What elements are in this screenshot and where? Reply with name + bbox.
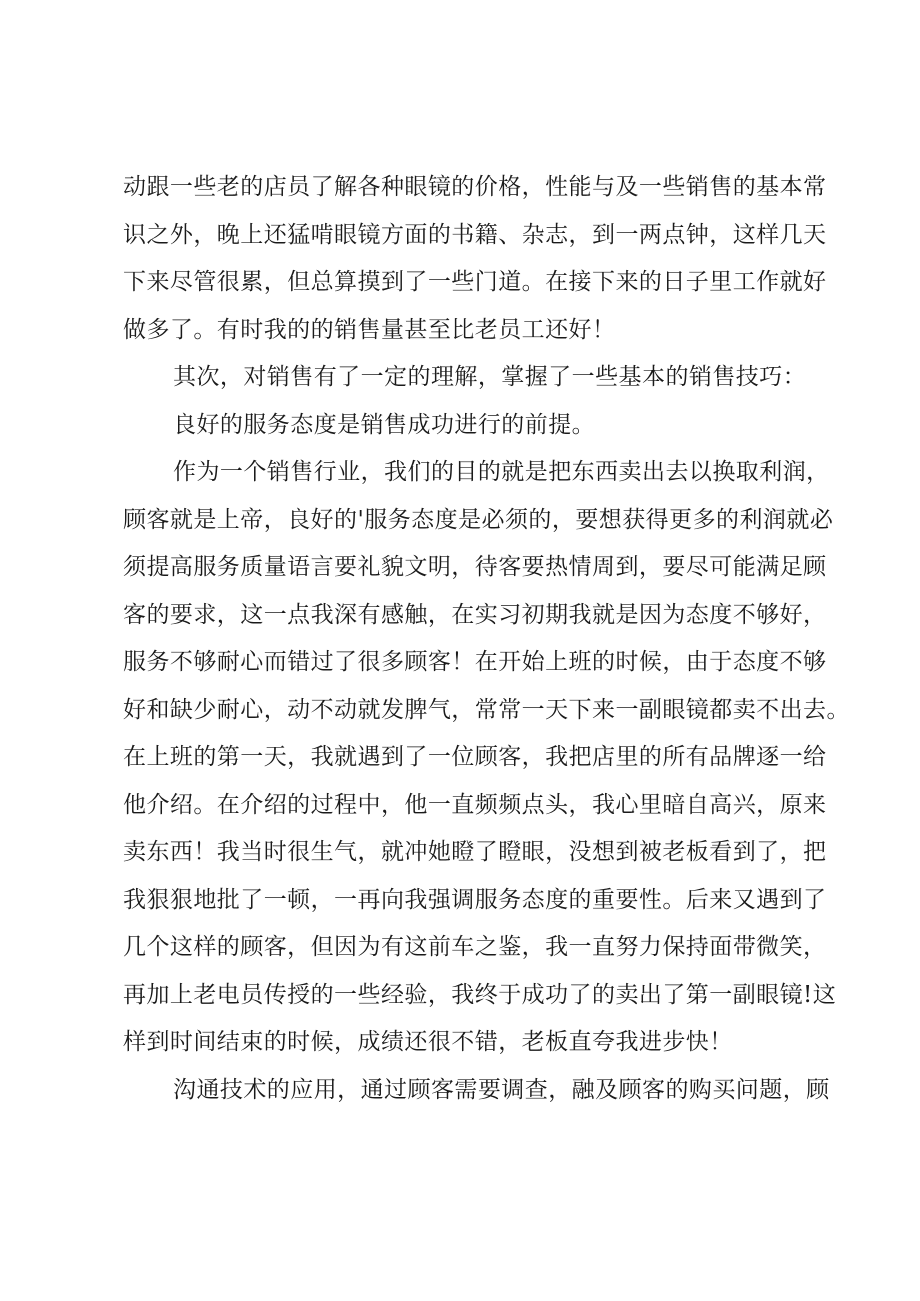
- text-line: 识之外，晚上还猛啃眼镜方面的书籍、杂志，到一两点钟，这样几天: [123, 221, 827, 248]
- text-line: 好和缺少耐心，动不动就发脾气，常常一天下来一副眼镜都卖不出去。: [123, 696, 850, 723]
- text-line: 在上班的第一天，我就遇到了一位顾客，我把店里的所有品牌逐一给: [123, 744, 827, 770]
- text-line: 样到时间结束的时候，成绩还很不错，老板直夸我进步快！: [123, 1029, 733, 1055]
- text-line: 动跟一些老的店员了解各种眼镜的价格，性能与及一些销售的基本常: [123, 174, 827, 200]
- text-line: 良好的服务态度是销售成功进行的前提。: [173, 411, 596, 438]
- text-line: 客的要求，这一点我深有感触，在实习初期我就是因为态度不够好，: [123, 601, 827, 628]
- text-line: 服务不够耐心而错过了很多顾客！在开始上班的时候，由于态度不够: [123, 649, 827, 675]
- text-line: 其次，对销售有了一定的理解，掌握了一些基本的销售技巧：: [173, 364, 807, 390]
- text-line: 下来尽管很累，但总算摸到了一些门道。在接下来的日子里工作就好: [123, 269, 827, 295]
- text-line: 做多了。有时我的的销售量甚至比老员工还好！: [123, 316, 616, 343]
- text-line: 顾客就是上帝，良好的'服务态度是必须的，要想获得更多的利润就必: [123, 506, 834, 533]
- text-line: 再加上老电员传授的一些经验，我终于成功了的卖出了第一副眼镜!这: [123, 981, 837, 1008]
- text-line: 几个这样的顾客，但因为有这前车之鉴，我一直努力保持面带微笑，: [123, 934, 827, 960]
- text-line: 他介绍。在介绍的过程中，他一直频频点头，我心里暗自高兴，原来: [123, 791, 827, 818]
- text-line: 卖东西！我当时很生气，就冲她瞪了瞪眼，没想到被老板看到了，把: [123, 839, 827, 865]
- text-line: 我狠狠地批了一顿，一再向我强调服务态度的重要性。后来又遇到了: [123, 886, 827, 913]
- body-text: [123, 167, 850, 1117]
- text-line: 作为一个销售行业，我们的目的就是把东西卖出去以换取利润，: [173, 459, 830, 485]
- text-line: 沟通技术的应用，通过顾客需要调查，融及顾客的购买问题，顾: [173, 1076, 830, 1103]
- text-line: 须提高服务质量语言要礼貌文明，待客要热情周到，要尽可能满足顾: [123, 554, 827, 580]
